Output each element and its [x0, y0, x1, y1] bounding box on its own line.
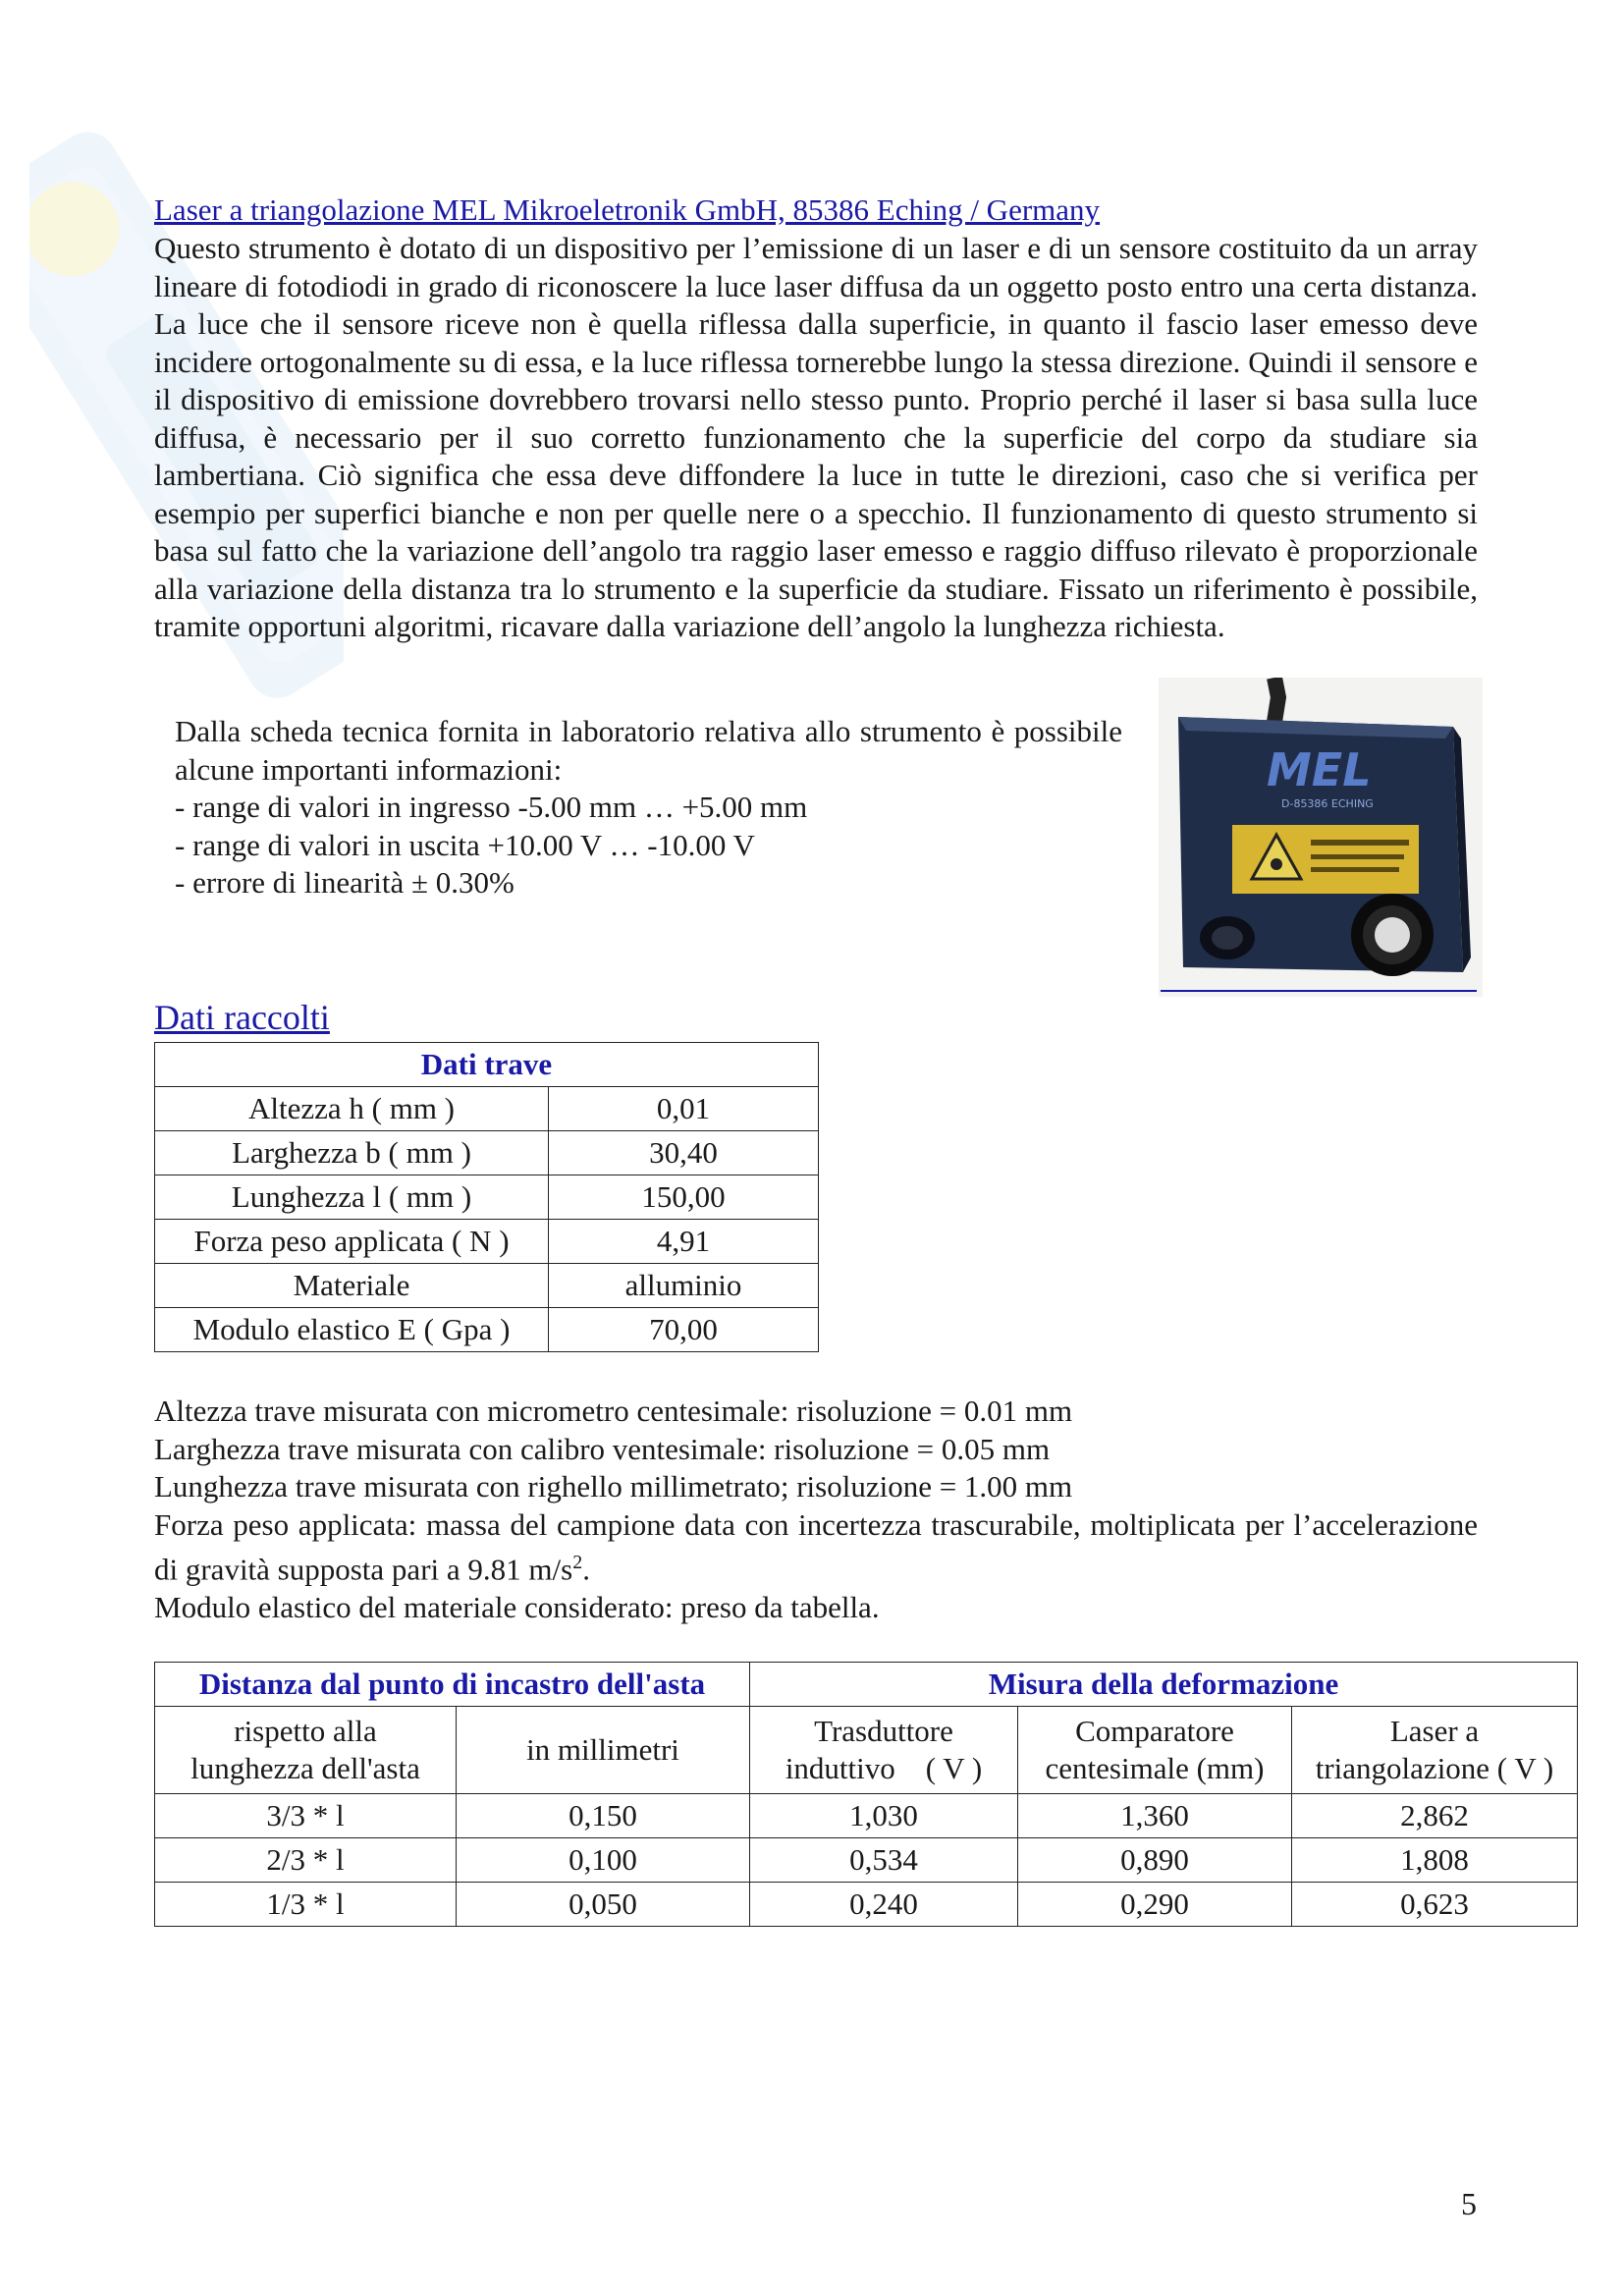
col-header-line: induttivo ( V ): [785, 1751, 983, 1785]
beam-param-label: Materiale: [155, 1264, 549, 1308]
col-header-line: Trasduttore: [814, 1714, 953, 1748]
cell-position: 1/3 * l: [155, 1883, 457, 1927]
beam-param-value: 0,01: [549, 1087, 819, 1131]
cell-mm: 0,100: [457, 1838, 750, 1883]
spec-list: [175, 789, 1127, 902]
table-row: [155, 1264, 819, 1308]
note-force-end: .: [582, 1552, 590, 1587]
table-row: [155, 1838, 1578, 1883]
beam-param-label: Modulo elastico E ( Gpa ): [155, 1308, 549, 1352]
col-header-inductive: [750, 1707, 1018, 1794]
cell-mm: 0,050: [457, 1883, 750, 1927]
cell-mm: 0,150: [457, 1794, 750, 1838]
col-header-line: centesimale (mm): [1045, 1751, 1265, 1785]
col-header-line: triangolazione ( V ): [1315, 1751, 1554, 1785]
cell-inductive: 0,240: [750, 1883, 1018, 1927]
col-header-mm: in millimetri: [457, 1707, 750, 1794]
table-row: [155, 1883, 1578, 1927]
device-brand: MEL: [1267, 743, 1372, 796]
cell-inductive: 1,030: [750, 1794, 1018, 1838]
beam-data-table: [154, 1042, 819, 1352]
instrument-title-link[interactable]: Laser a triangolazione MEL Mikroeletronik GmbH, 85386 Eching / Germany: [154, 192, 1101, 227]
description-paragraph: Questo strumento è dotato di un dispositivo per l’emissione di un laser e di un sensore costituito da un array lineare di fotodiodi in grado di riconoscere la luce laser diffusa da un oggetto posto entro una certa distanza. La luce che il sensore riceve non è quella riflessa dalla superficie, in quanto il fascio laser emesso deve incidere ortogonalmente su di essa, e la luce riflessa tornerebbe lungo la stessa direzione. Quindi il sensore e il dispositivo di emissione dovrebbero trovarsi nello stesso punto. Proprio perché il laser si basa sulla luce diffusa, è necessario per il suo corretto funzionamento che la superficie del corpo da studiare sia lambertiana. Ciò significa che essa deve diffondere la luce in tutte le direzioni, caso che si verifica per esempio per superfici bianche e non per quelle nere o a specchio. Il funzionamento di questo strumento si basa sul fatto che la variazione dell’angolo tra raggio laser emesso e raggio diffuso rilevato è proporzionale alla variazione della distanza tra lo strumento e la superficie da studiare. Fissato un riferimento è possibile, tramite opportuni algoritmi, ricavare dalla variazione dell’angolo la lunghezza richiesta.: [154, 231, 1478, 643]
spec-intro: Dalla scheda tecnica fornita in laboratorio relativa allo strumento è possibile alcune importanti informazioni:: [175, 714, 1122, 787]
col-header-relative: [155, 1707, 457, 1794]
beam-param-value: 30,40: [549, 1131, 819, 1175]
deformation-table: [154, 1662, 1578, 1927]
col-header-laser: [1292, 1707, 1578, 1794]
beam-param-label: Lunghezza l ( mm ): [155, 1175, 549, 1220]
note-line: Modulo elastico del materiale considerato: preso da tabella.: [154, 1589, 880, 1624]
cell-inductive: 0,534: [750, 1838, 1018, 1883]
photo-underline: [1161, 990, 1477, 992]
table-row: [155, 1131, 819, 1175]
measurement-notes: [154, 1393, 1478, 1626]
page-number: 5: [1461, 2186, 1477, 2221]
spec-item: - errore di linearità ± 0.30%: [175, 865, 514, 900]
cell-comparator: 0,890: [1018, 1838, 1292, 1883]
col-header-line: Laser a: [1389, 1714, 1480, 1748]
col-header-comparator: [1018, 1707, 1292, 1794]
note-line: Lunghezza trave misurata con righello millimetrato; risoluzione = 1.00 mm: [154, 1469, 1073, 1503]
table-row: [155, 1308, 819, 1352]
cell-laser: 2,862: [1292, 1794, 1578, 1838]
note-force-exponent: 2: [572, 1552, 583, 1573]
col-header-line: Comparatore: [1075, 1714, 1234, 1748]
spec-item: - range di valori in uscita +10.00 V … -10.00 V: [175, 827, 755, 862]
beam-param-label: Forza peso applicata ( N ): [155, 1220, 549, 1264]
group-header-deformation: Misura della deformazione: [750, 1663, 1578, 1707]
col-header-line: rispetto alla: [234, 1714, 377, 1748]
note-line: [154, 1506, 1478, 1589]
cell-laser: 1,808: [1292, 1838, 1578, 1883]
table-row: [155, 1794, 1578, 1838]
note-line: Altezza trave misurata con micrometro centesimale: risoluzione = 0.01 mm: [154, 1394, 1073, 1428]
table-row: [155, 1220, 819, 1264]
col-header-line: lunghezza dell'asta: [190, 1751, 420, 1785]
device-subtitle: D-85386 ECHING: [1281, 797, 1374, 810]
section-heading-dati-raccolti: Dati raccolti: [154, 998, 330, 1037]
cell-position: 2/3 * l: [155, 1838, 457, 1883]
beam-param-value: alluminio: [549, 1264, 819, 1308]
cell-laser: 0,623: [1292, 1883, 1578, 1927]
table-row: [155, 1175, 819, 1220]
beam-param-value: 4,91: [549, 1220, 819, 1264]
group-header-distance: Distanza dal punto di incastro dell'asta: [155, 1663, 750, 1707]
table-row: [155, 1087, 819, 1131]
beam-table-header: Dati trave: [155, 1043, 819, 1087]
spec-item: - range di valori in ingresso -5.00 mm … +5.00 mm: [175, 790, 808, 824]
cell-comparator: 1,360: [1018, 1794, 1292, 1838]
beam-param-value: 70,00: [549, 1308, 819, 1352]
beam-param-label: Larghezza b ( mm ): [155, 1131, 549, 1175]
spec-block: [175, 713, 1127, 902]
beam-param-label: Altezza h ( mm ): [155, 1087, 549, 1131]
beam-param-value: 150,00: [549, 1175, 819, 1220]
cell-position: 3/3 * l: [155, 1794, 457, 1838]
note-line: Larghezza trave misurata con calibro ventesimale: risoluzione = 0.05 mm: [154, 1431, 1051, 1466]
note-force-text: Forza peso applicata: massa del campione data con incertezza trascurabile, moltiplicata per l’accelerazione di gravità supposta pari a 9.81 m/s: [154, 1506, 1478, 1587]
device-photo: [1159, 678, 1483, 997]
cell-comparator: 0,290: [1018, 1883, 1292, 1927]
